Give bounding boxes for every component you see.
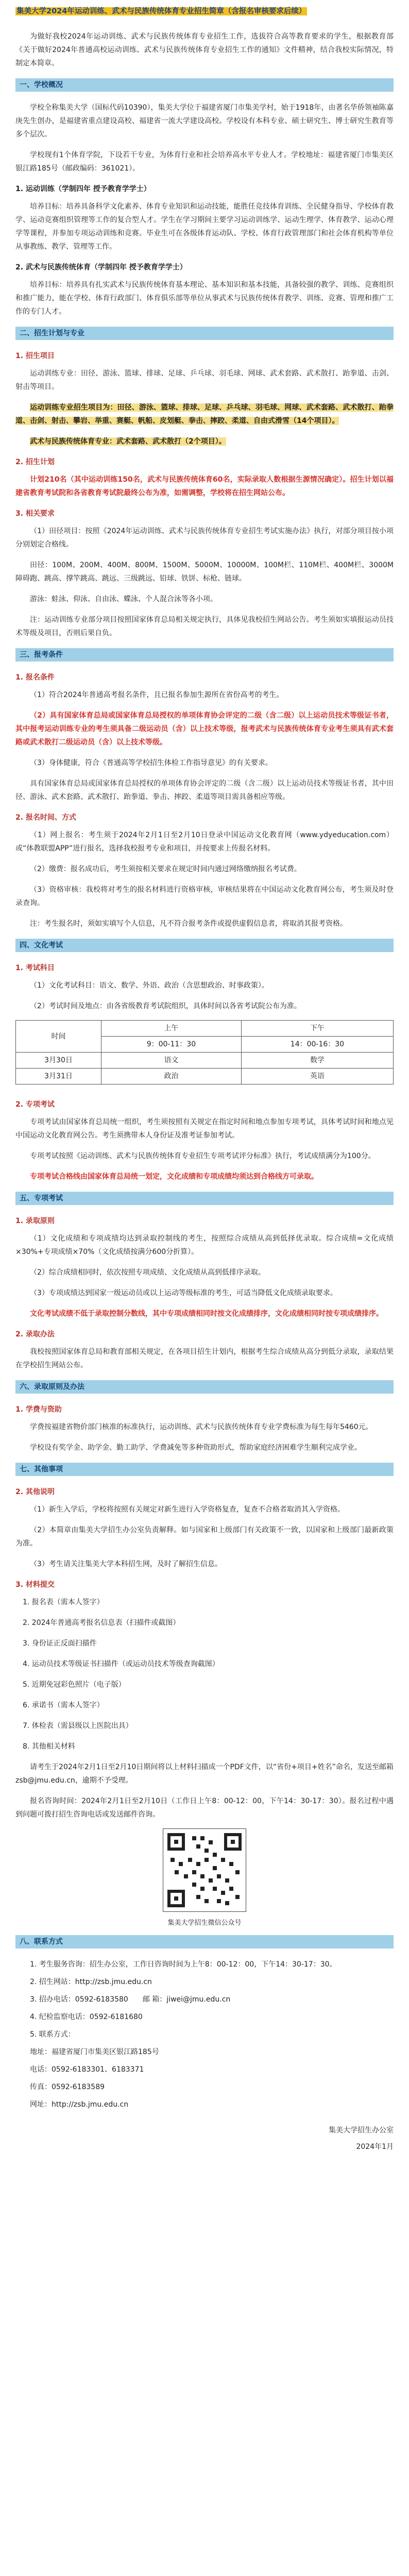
table-row [16,1069,394,1084]
table-afternoon-time: 14：00-16：30 [241,1037,393,1053]
other2-item-1: （1）新生入学后，学校将按照有关规定对新生进行入学资格复查，复查不合格者取消其入学资格。 [30,1505,345,1514]
pro-highlight: 专项考试合格线由国家体育总局统一划定，文化成绩和专项成绩均须达到合格线方可录取。 [30,1173,318,1181]
plan-req-3: 游泳：蛙泳、仰泳、自由泳、蝶泳、个人混合泳等各小项。 [30,595,217,603]
qr-code-icon [163,1828,246,1912]
material-item: 8. 其他相关材料 [23,1742,75,1751]
contact-block [15,1958,394,2111]
table-row [16,1053,394,1069]
material-item: 1. 报名表（需本人签字） [23,1598,104,1606]
cond-item-1: （1）符合2024年普通高考报名条件，且已报名参加生源所在省份高考的考生。 [30,691,284,699]
admit-item-2: （2）综合成绩相同时，依次按照专项成绩、文化成绩从高到低排序录取。 [30,1268,265,1277]
material-item: 5. 近期免冠彩色照片（电子版） [23,1681,126,1689]
other2-item-2: （2）本简章由集美大学招生办公室负责解释。如与国家和上级部门有关政策不一致，以国家和上级部门最新政策为准。 [15,1526,394,1548]
admit-heading-2: 2. 录取办法 [15,1330,55,1338]
section-heading-6: 六、录取原则及办法 [15,1380,394,1394]
admit-heading-1: 1. 录取原则 [15,1217,55,1225]
admit-highlight: 文化考试成绩不低于录取控制分数线，其中专项成绩相同时按文化成绩排序，文化成绩相同时按专项成绩排序。 [30,1310,383,1318]
pro-item-1: 专项考试由国家体育总局统一组织，考生须按照有关规定在指定时间和地点参加专项考试，具体考试时间和地点见中国运动文化教育网公告。考生须携带本人身份证及准考证参加考试。 [15,1118,394,1140]
plan-heading-1: 1. 招生项目 [15,352,55,360]
exam-heading-1: 1. 考试科目 [15,964,55,972]
admit-item-1: （1）文化成绩和专项成绩均达到录取控制线的考生，按照综合成绩从高到低择优录取。综合成绩=文化成绩×30%+专项成绩×70%（文化成绩按满分600分折算）。 [15,1234,394,1256]
table-cell-am: 政治 [101,1069,241,1084]
plan-quota: 计划210名（其中运动训练150名，武术与民族传统体育60名，实际录取人数根据生源情况确定）。招生计划以福建省教育考试院和各省教育考试院最终公布为准，如需调整，学校将在招生网站公布。 [15,476,394,497]
section-heading-1: 一、学校概况 [15,78,394,92]
contact-phone-email: 3. 招办电话：0592-6183580 邮 箱：jiwei@jmu.edu.cn [30,1995,231,2004]
spacer [15,2115,394,2124]
table-morning-time: 9：00-11：30 [101,1037,241,1053]
admit-text: 我校按照国家体育总局和教育部相关规定，在各项目招生计划内，根据考生综合成绩从高分到低分录取，录取结果在学校招生网站公布。 [15,1348,394,1369]
table-cell-date: 3月30日 [16,1053,101,1069]
reg-item-2: （2）缴费：报名成功后，考生须按相关要求在规定时间内通过网络缴纳报名考试费。 [30,865,301,873]
pro-item-2: 专项考试按照《运动训练、武术与民族传统体育专业招生专项考试评分标准》执行，考试成绩满分为100分。 [30,1152,376,1160]
intro-paragraph: 为做好我校2024年运动训练、武术与民族传统体育专业招生工作，选拔符合高等教育要求的学生，根据教育部《关于做好2024年普通高校运动训练、武术与民族传统体育专业招生工作的通知》文件精神，结合我校实际情况，特制定本简章。 [15,32,394,67]
contact-line: 4. 纪检监察电话：0592-6181680 [30,2013,143,2021]
contact-tel: 电话：0592-6183301、6183371 [30,2065,144,2074]
major-1-goal: 培养目标：培养具备科学文化素养、体育专业知识和运动技能，能胜任竞技体育训练、全民健身指导、学校体育教学、运动竞赛组织管理等工作的复合型人才。学生在学习期间主要学习运动训练学、运动生理学、体育教学、运动心理学等课程，并参加专项运动训练和竞赛。毕业生可在各级体育运动队、学校、体育行政管理部门和社会体育机构等单位从事教练、教学、管理等工作。 [15,202,394,251]
plan-req-1: （1）田径项目：按照《2024年运动训练、武术与民族传统体育专业招生考试实施办法》执行，对部分项目按小项分别划定合格线。 [15,527,394,549]
major-1-name: 1. 运动训练（学制四年 授予教育学学士） [15,185,151,193]
material-item: 2. 2024年普通高考报名信息表（扫描件或截图） [23,1619,180,1627]
qr-pattern [163,1829,246,1911]
other2-item-3: （3）考生请关注集美大学本科招生网，及时了解招生信息。 [30,1560,222,1568]
reg-item-1: （1）网上报名：考生须于2024年2月1日至2月10日登录中国运动文化教育网（www.ydyeducation.com）或“体教联盟APP”进行报名，选择我校报考专业和项目，并按要求上传报名材料。 [15,831,394,853]
qr-caption: 集美大学招生微信公众号 [167,1919,242,1927]
major-2-name: 2. 武术与民族传统体育（学制四年 授予教育学学士） [15,263,187,272]
plan-heading-2: 2. 招生计划 [15,458,55,466]
cond-item-3: （3）身体健康，符合《普通高等学校招生体检工作指导意见》的有关要求。 [30,759,272,767]
cond-heading-2: 2. 报名时间、方式 [15,814,76,822]
table-header-afternoon: 下午 [241,1021,393,1037]
table-cell-am: 语文 [101,1053,241,1069]
other-heading-2: 2. 其他说明 [15,1488,55,1496]
contact-website[interactable]: 2. 招生网站：http://zsb.jmu.edu.cn [30,1978,152,1986]
other-heading-3: 3. 材料提交 [15,1581,55,1589]
contact-line: 5. 联系方式： [30,2030,75,2039]
table-cell-pm: 英语 [241,1069,393,1084]
reg-item-3: （3）资格审核：我校将对考生的报名材料进行资格审核，审核结果将在中国运动文化教育网公布，考生须及时登录查询。 [15,886,394,907]
contact-line: 1. 考生服务咨询：招生办公室，工作日咨询时间为上午8：00-12：00，下午14：30-17：30。 [30,1960,337,1969]
table-cell-date: 3月31日 [16,1069,101,1084]
signature-date: 2024年1月 [356,2143,394,2151]
exam-schedule-table [15,1020,394,1084]
section-heading-4: 四、文化考试 [15,939,394,952]
major-2-goal: 培养目标：培养具有扎实武术与民族传统体育基本理论、基本知识和基本技能，具备较强的教学、训练、竞赛组织和推广能力，能在学校、体育行政部门、体育俱乐部等单位从事武术与民族传统体育教学、训练、竞赛、管理和推广工作的专门人才。 [15,281,394,316]
other-item-1: 学费按福建省物价部门核准的标准执行，运动训练、武术与民族传统体育专业学费标准为每生每年5460元。 [30,1423,373,1431]
plan-run-train-highlight: 运动训练专业招生项目为：田径、游泳、篮球、排球、足球、乒乓球、羽毛球、网球、武术套路、武术散打、跆拳道、击剑、射击、攀岩、举重、赛艇、帆船、皮划艇、拳击、摔跤、柔道、自由式滑雪（14个项目）。 [15,403,394,425]
material-item: 7. 体检表（需县级以上医院出具） [23,1722,133,1730]
material-item: 6. 承诺书（需本人签字） [23,1701,104,1709]
reg-note: 注：考生报名时，须如实填写个人信息，凡不符合报考条件或提供虚假信息者，将取消其报考资格。 [30,920,347,928]
plan-note: 注：运动训练专业部分项目按照国家体育总局相关规定执行，具体见我校招生网站公告。考生须如实填报运动员技术等级及项目，否则后果自负。 [15,616,394,637]
contact-fax: 传真：0592-6183589 [30,2083,105,2091]
plan-heading-3: 3. 相关要求 [15,510,55,518]
other-heading-1: 1. 学费与资助 [15,1405,62,1414]
material-item: 4. 运动员技术等级证书扫描件（或运动员技术等级查询截图） [23,1660,219,1668]
section-heading-2: 二、招生计划与专业 [15,327,394,340]
school-intro-2: 学校现有1个体育学院，下设若干专业，为体育行业和社会培养高水平专业人才。学校地址：福建省厦门市集美区银江路185号（邮政编码：361021）。 [15,151,394,173]
signature-org: 集美大学招生办公室 [329,2126,394,2134]
page-title: 集美大学2024年运动训练、武术与民族传统体育专业招生简章（含报名审核要求后续） [16,7,306,15]
plan-run-train: 运动训练专业：田径、游泳、篮球、排球、足球、乒乓球、羽毛球、网球、武术套路、武术散打、跆拳道、击剑、射击等项目。 [15,369,394,391]
section-heading-7: 七、其他事项 [15,1463,394,1476]
exam-heading-2: 2. 专项考试 [15,1100,55,1109]
school-intro-1: 学校全称集美大学（国标代码10390），集美大学位于福建省厦门市集美学村，始于1918年，由著名华侨领袖陈嘉庚先生创办，是福建省重点建设高校、福建省一流大学建设高校。学校设有本科专业、硕士研究生、博士研究生教育等多个层次。 [15,104,394,139]
section-heading-3: 三、报考条件 [15,648,394,662]
table-header-row [16,1021,394,1037]
table-cell-pm: 数学 [241,1053,393,1069]
section-heading-8: 八、联系方式 [15,1935,394,1948]
cond-heading-1: 1. 报名条件 [15,673,55,682]
cond-red-line: 具有国家体育总局或国家体育总局授权的单项体育协会评定的二级（含二级）以上运动员技术等级证书者，其中田径、游泳、武术套路、武术散打、跆拳道、拳击、摔跤、柔道等项目需具备相应等级。 [15,779,394,801]
table-header-morning: 上午 [101,1021,241,1037]
submit-text: 请考生于2024年2月1日至2月10日期间将以上材料扫描成一个PDF文件，以“省份+项目+姓名”命名，发送至邮箱zsb@jmu.edu.cn，逾期不予受理。 [15,1763,394,1785]
plan-req-2: 田径：100M、200M、400M、800M、1500M、5000M、10000M、100M栏、110M栏、400M栏、3000M障碍跑、跳高、撑竿跳高、跳远、三级跳远、铅球、铁饼、标枪、链球。 [15,561,394,583]
online-text: 报名咨询时间：2024年2月1日至2月10日（工作日上午8：00-12：00，下午14：30-17：30）。报名过程中遇到问题可拨打招生咨询电话或发送邮件咨询。 [15,1797,394,1819]
contact-address: 地址：福建省厦门市集美区银江路185号 [30,2048,159,2056]
admit-item-3: （3）专项成绩达到国家一级运动员或以上运动等级标准的考生，可适当降低文化成绩录取要求。 [30,1289,337,1297]
contact-url[interactable]: 网址：http://zsb.jmu.edu.cn [30,2100,129,2109]
table-header-time: 时间 [16,1021,101,1053]
other-item-2: 学校设有奖学金、助学金、勤工助学、学费减免等多种资助形式，帮助家庭经济困难学生顺利完成学业。 [30,1444,362,1452]
plan-wushu: 武术与民族传统体育专业：武术套路、武术散打（2个项目）。 [30,437,226,446]
material-item: 3. 身份证正反面扫描件 [23,1639,97,1648]
exam-item-2: （2）考试时间及地点：由各省级教育考试院组织，具体时间以各省考试院公布为准。 [30,1002,301,1010]
cond-item-2: （2）具有国家体育总局或国家体育总局授权的单项体育协会评定的二级（含二级）以上运动员技术等级证书者，其中报考运动训练专业的考生须具备二级运动员（含）以上技术等级，报考武术与民族传统体育专业考生须具有武术套路或武术散打二级运动员（含）以上技术等级。 [15,711,394,747]
exam-item-1: （1）文化考试科目：语文、数学、外语、政治（含思想政治、时事政策）。 [30,981,269,990]
section-heading-5: 五、专项考试 [15,1192,394,1205]
